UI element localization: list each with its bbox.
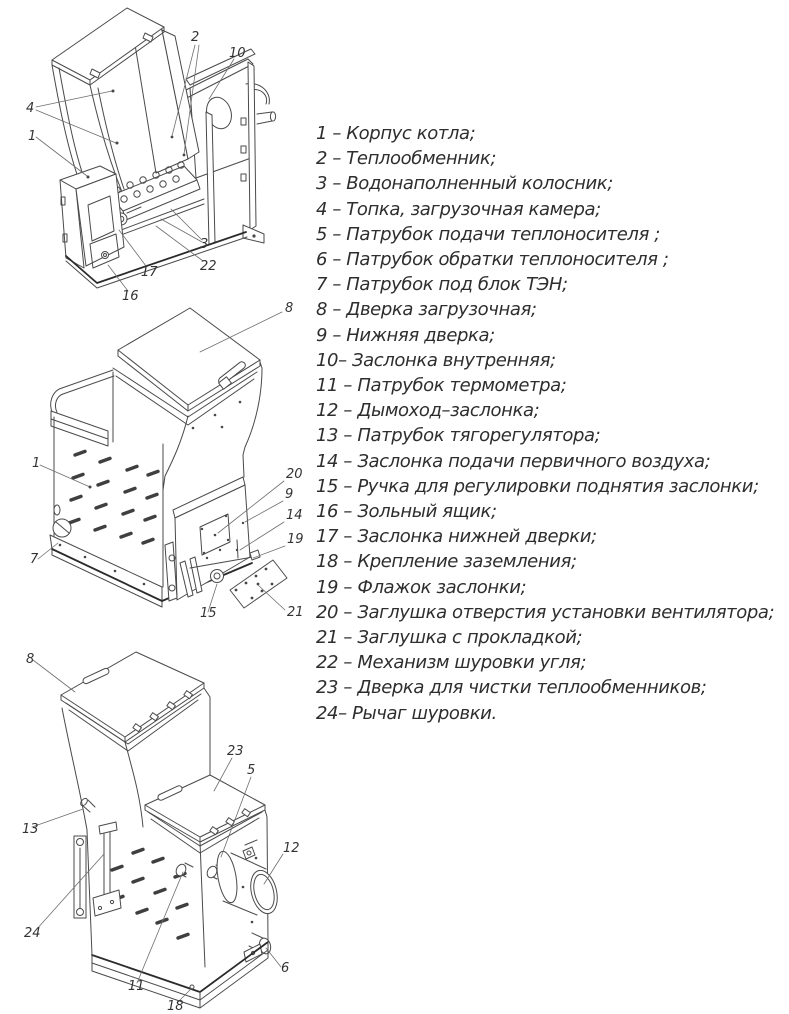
legend-item-11: 11 – Патрубок термометра;: [316, 375, 567, 397]
callout-21: 21: [287, 605, 304, 620]
figure-sectional-view: [0, 0, 330, 312]
callout-5: 5: [247, 763, 256, 778]
figure-front-view: [30, 295, 320, 635]
figure-rear-view: [0, 630, 330, 1014]
legend-item-9: 9 – Нижняя дверка;: [316, 324, 495, 346]
callout-23: 23: [227, 744, 244, 759]
loading-lid: [61, 652, 204, 751]
damper-knob: [211, 570, 224, 583]
legend-item-7: 7 – Патрубок под блок ТЭН;: [316, 274, 568, 296]
legend-item-5: 5 – Патрубок подачи теплоносителя ;: [316, 223, 660, 245]
legend-item-21: 21 – Заглушка с прокладкой;: [316, 627, 583, 649]
legend-item-4: 4 – Топка, загрузочная камера;: [316, 198, 601, 220]
legend-item-8: 8 – Дверка загрузочная;: [316, 299, 537, 321]
legend-item-19: 19 – Флажок заслонки;: [316, 576, 527, 598]
legend-item-12: 12 – Дымоход–заслонка;: [316, 400, 540, 422]
legend-item-1: 1 – Корпус котла;: [316, 123, 476, 144]
gasket-plate: [230, 560, 287, 608]
callout-13: 13: [22, 822, 39, 837]
callout-17: 17: [141, 265, 158, 280]
legend-item-18: 18 – Крепление заземления;: [316, 551, 577, 573]
parts-legend: [316, 121, 786, 726]
callout-3: 3: [200, 237, 209, 252]
callout-2: 2: [191, 30, 200, 45]
callout-20: 20: [286, 467, 303, 482]
callout-9: 9: [285, 487, 294, 502]
legend-item-17: 17 – Заслонка нижней дверки;: [316, 526, 597, 548]
callout-1: 1: [32, 456, 41, 471]
legend-item-20: 20 – Заглушка отверстия установки вентилятора;: [316, 601, 775, 623]
callout-16: 16: [122, 289, 139, 304]
ash-box: [60, 166, 124, 268]
water-grate: [110, 162, 200, 220]
callout-18: 18: [167, 999, 184, 1014]
callout-14: 14: [286, 508, 303, 523]
loading-door-lid: [113, 308, 260, 425]
legend-item-14: 14 – Заслонка подачи первичного воздуха;: [316, 450, 711, 472]
callout-6: 6: [281, 961, 290, 976]
legend-item-3: 3 – Водонаполненный колосник;: [316, 173, 613, 195]
callout-19: 19: [287, 532, 304, 547]
callout-8: 8: [26, 652, 35, 667]
callout-12: 12: [283, 841, 300, 856]
ten-block-flange: [53, 505, 71, 537]
damper-flag: [250, 550, 260, 560]
chimney-cylinder: [214, 840, 282, 916]
callout-24: 24: [24, 926, 41, 941]
callout-1: 1: [28, 129, 37, 144]
louver-grid: [69, 451, 158, 543]
legend-item-13: 13 – Патрубок тягорегулятора;: [316, 425, 601, 447]
callout-11: 11: [128, 979, 145, 994]
legend-item-24: 24– Рычаг шуровки.: [316, 702, 497, 724]
callout-15: 15: [200, 606, 217, 621]
legend-item-16: 16 – Зольный ящик;: [316, 501, 497, 523]
legend-item-10: 10– Заслонка внутренняя;: [316, 349, 556, 371]
callout-22: 22: [200, 259, 217, 274]
callout-10: 10: [229, 46, 246, 61]
legend-item-6: 6 – Патрубок обратки теплоносителя ;: [316, 249, 669, 271]
legend-item-23: 23 – Дверка для чистки теплообменников;: [316, 677, 707, 699]
callout-4: 4: [26, 101, 35, 116]
callout-7: 7: [30, 552, 39, 567]
lower-box: [112, 810, 268, 967]
legend-item-22: 22 – Механизм шуровки угля;: [316, 652, 587, 674]
legend-item-2: 2 – Теплообменник;: [316, 148, 496, 170]
legend-item-15: 15 – Ручка для регулировки поднятия заслонки;: [316, 475, 759, 497]
callout-8: 8: [285, 301, 294, 316]
